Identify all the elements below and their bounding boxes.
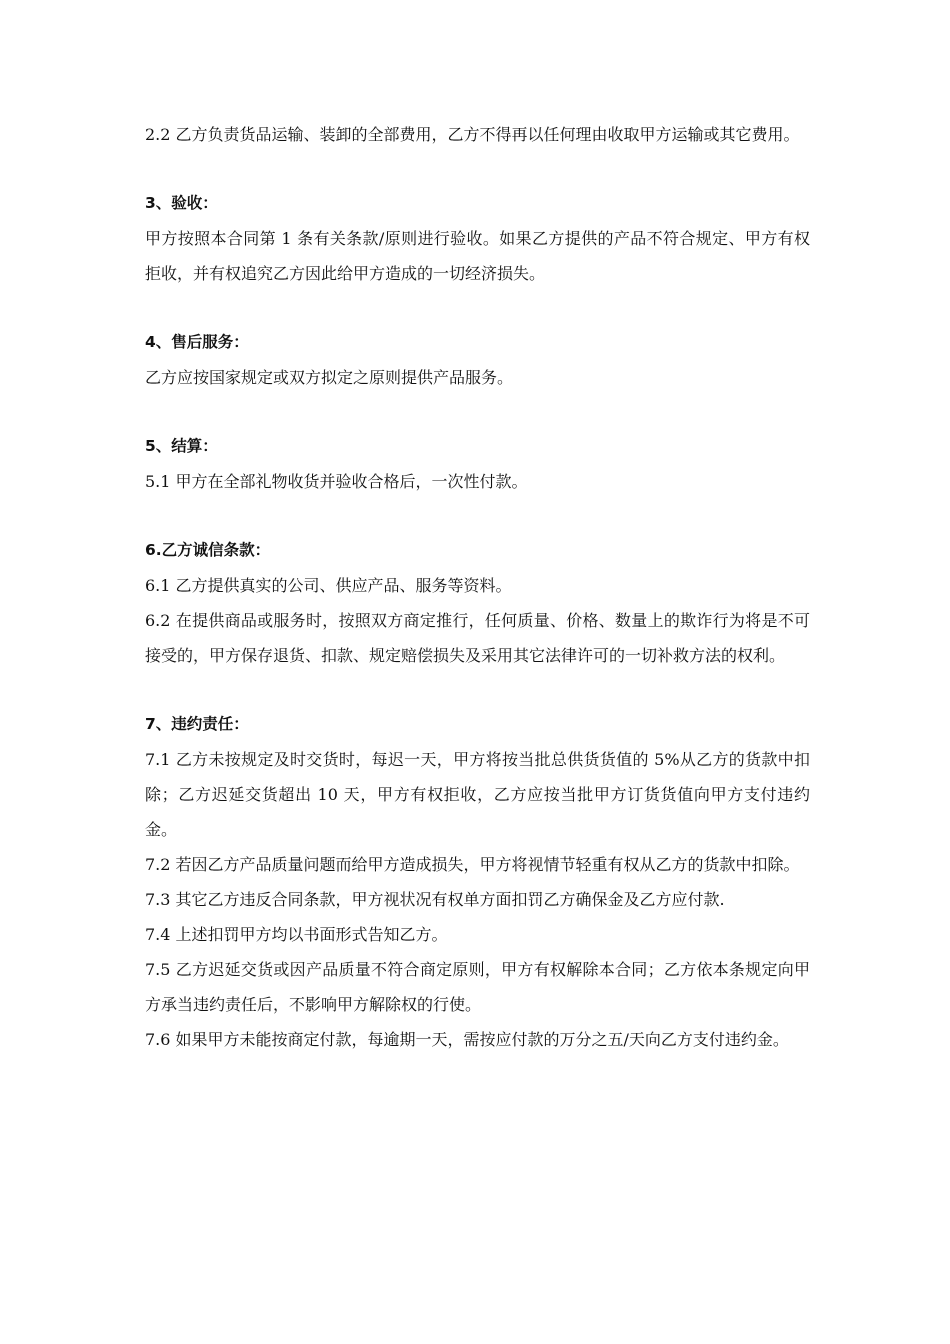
section-heading-integrity: 6.乙方诚信条款：: [145, 541, 271, 559]
clause-7-2: 7.2 若因乙方产品质量问题而给甲方造成损失，甲方将视情节轻重有权从乙方的货款中扣除。: [145, 855, 800, 874]
clause-2-2: 2.2 乙方负责货品运输、装卸的全部费用，乙方不得再以任何理由收取甲方运输或其它费用。: [145, 125, 800, 144]
section-heading-after-sales: 4、售后服务：: [145, 333, 249, 351]
clause-7-3: 7.3 其它乙方违反合同条款，甲方视状况有权单方面扣罚乙方确保金及乙方应付款.: [145, 890, 725, 909]
clause-7-1: 7.1 乙方未按规定及时交货时，每迟一天，甲方将按当批总供货货值的 5%从乙方的货款中扣除；乙方迟延交货超出 10 天，甲方有权拒收，乙方应按当批甲方订货货值向甲方支付违约金。: [145, 750, 810, 839]
clause-5-1: 5.1 甲方在全部礼物收货并验收合格后，一次性付款。: [145, 472, 528, 491]
clause-3: 甲方按照本合同第 1 条有关条款/原则进行验收。如果乙方提供的产品不符合规定、甲方有权拒收，并有权追究乙方因此给甲方造成的一切经济损失。: [145, 229, 810, 283]
clause-6-2: 6.2 在提供商品或服务时，按照双方商定推行，任何质量、价格、数量上的欺诈行为将是不可接受的，甲方保存退货、扣款、规定赔偿损失及采用其它法律许可的一切补救方法的权利。: [145, 611, 810, 665]
section-heading-acceptance: 3、验收：: [145, 194, 218, 212]
clause-7-6: 7.6 如果甲方未能按商定付款，每逾期一天，需按应付款的万分之五/天向乙方支付违约金。: [145, 1030, 789, 1049]
document-body: [145, 117, 810, 1057]
clause-6-1: 6.1 乙方提供真实的公司、供应产品、服务等资料。: [145, 576, 512, 595]
clause-7-4: 7.4 上述扣罚甲方均以书面形式告知乙方。: [145, 925, 448, 944]
section-heading-settlement: 5、结算：: [145, 437, 218, 455]
section-heading-liability: 7、违约责任：: [145, 715, 249, 733]
clause-7-5: 7.5 乙方迟延交货或因产品质量不符合商定原则，甲方有权解除本合同；乙方依本条规定向甲方承当违约责任后，不影响甲方解除权的行使。: [145, 960, 810, 1014]
clause-4: 乙方应按国家规定或双方拟定之原则提供产品服务。: [145, 368, 514, 387]
